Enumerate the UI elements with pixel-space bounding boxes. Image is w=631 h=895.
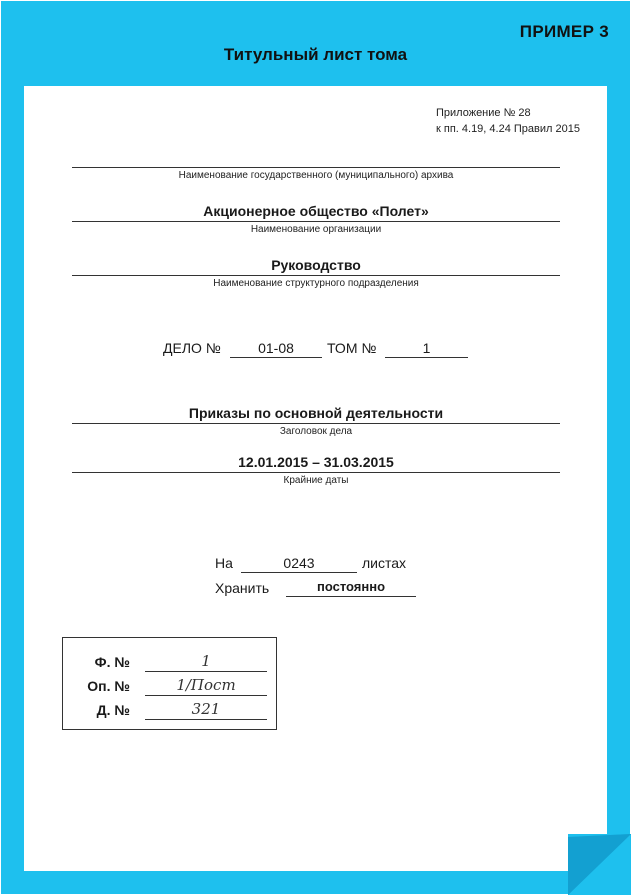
department-caption: Наименование структурного подразделения [213,278,419,289]
case-title-field [72,403,560,439]
delo-stamp-number: 321 [145,699,267,720]
archive-field [72,147,560,183]
dates-caption: Крайние даты [283,475,349,486]
archive-value [72,147,560,168]
appendix-line-2: к пп. 4.19, 4.24 Правил 2015 [436,123,580,135]
opis-label: Оп. № [87,678,130,694]
archive-stamp-box [62,637,277,730]
storage-label: Хранить [215,580,270,596]
department-field [72,255,560,291]
dates-field [72,452,560,488]
delo-number: 01-08 [230,339,322,358]
fond-number: 1 [145,651,267,672]
storage-value: постоянно [286,578,416,597]
fond-label: Ф. № [94,654,130,670]
sheets-count: 0243 [241,554,357,573]
archive-caption: Наименование государственного (муниципального) архива [178,170,454,181]
tom-label: ТОМ № [327,340,377,356]
dates-value: 12.01.2015 – 31.03.2015 [72,452,560,473]
case-title-caption: Заголовок дела [279,426,353,437]
organization-caption: Наименование организации [250,224,382,235]
department-value: Руководство [72,255,560,276]
delo-stamp-label: Д. № [96,702,130,718]
organization-value: Акционерное общество «Полет» [72,201,560,222]
delo-label: ДЕЛО № [163,340,221,356]
case-title-value: Приказы по основной деятельности [72,403,560,424]
example-label: ПРИМЕР 3 [519,22,609,41]
appendix-note [436,105,580,137]
organization-field [72,201,560,237]
opis-number: 1/Пост [145,675,267,696]
page-curl-corner [568,834,631,895]
appendix-line-1: Приложение № 28 [436,107,531,119]
banner-title: Титульный лист тома [223,45,408,64]
sheets-prefix: На [215,555,233,571]
tom-number: 1 [385,339,468,358]
sheets-suffix: листах [362,555,407,571]
